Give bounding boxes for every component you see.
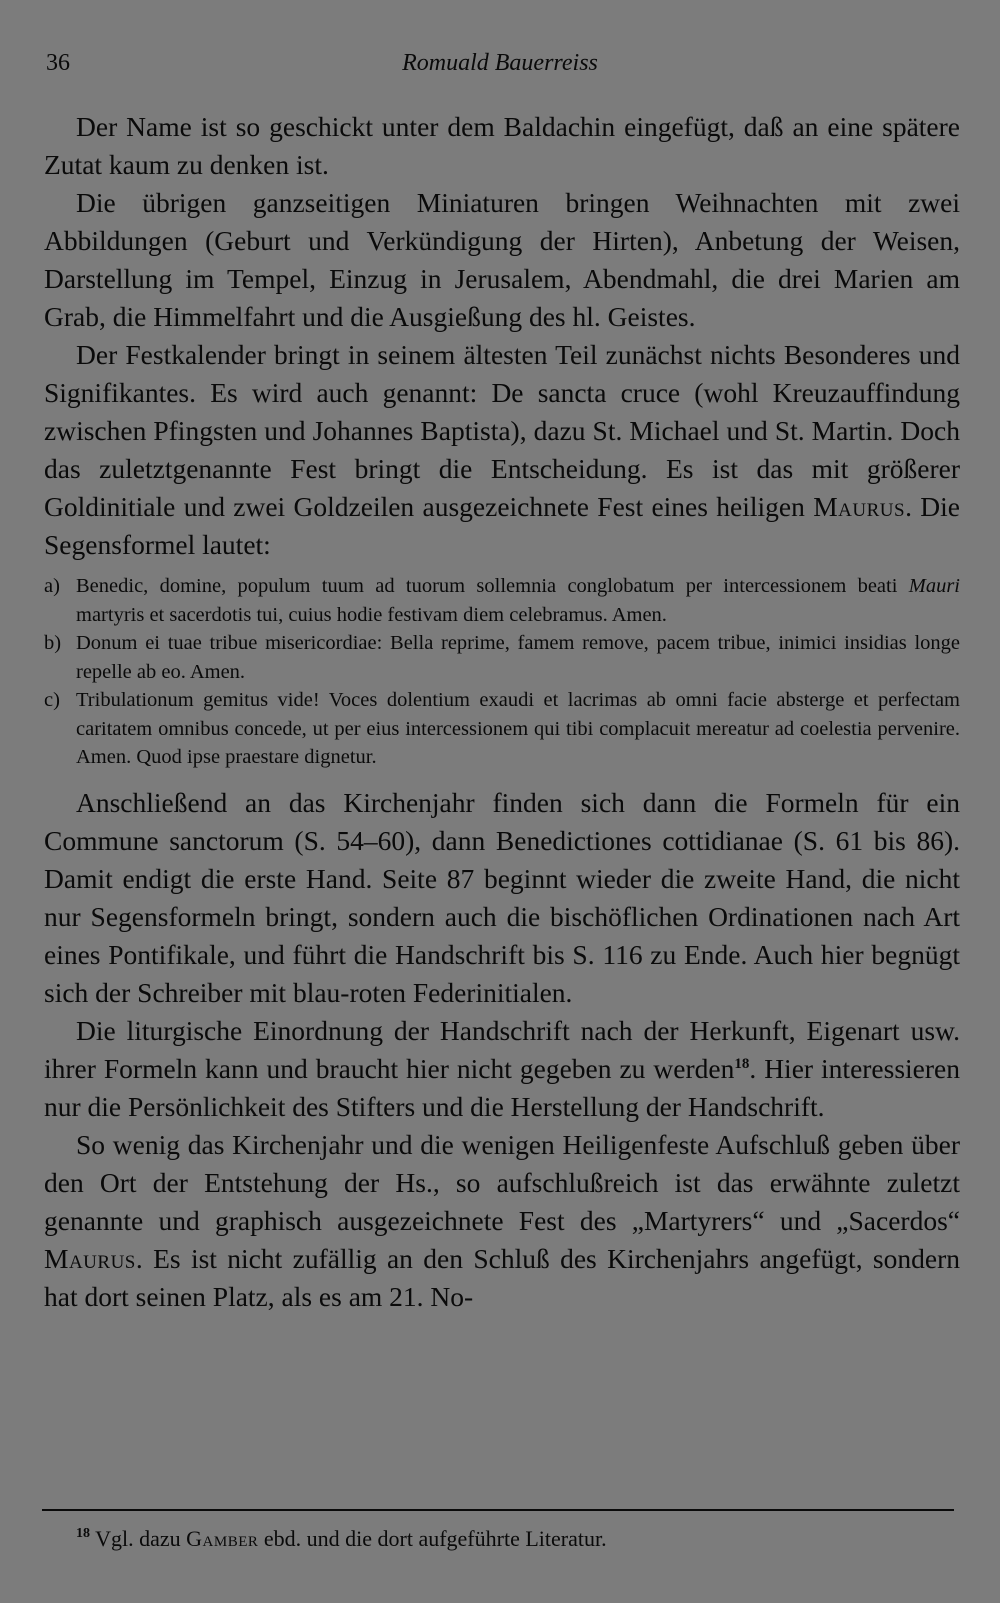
paragraph-3-text-end: . Die Segensformel lautet: [44,491,960,560]
formula-text: Tribulationum gemitus vide! Voces dolentium exaudi et lacrimas ab omni facie absterge et perfectam caritatem omnibus concede, ut per eius intercessionem qui tibi complacuit mereatur ad coelestia pervenire. Amen. Quod ipse praestare dignetur. [76,689,960,768]
footnote-text: Vgl. dazu [90,1526,187,1551]
running-title: Romuald Bauerreiss [402,50,598,76]
formula-a [44,572,960,629]
paragraph-2: Die übrigen ganzseitigen Miniaturen bringen Weihnachten mit zwei Abbildungen (Geburt und Verkündigung der Hirten), Anbetung der Weisen, Darstellung im Tempel, Einzug in Jerusalem, Abendmahl, die drei Marien am Grab, die Himmelfahrt und die Ausgießung des hl. Geistes. [44,187,960,332]
paragraph-3 [44,336,960,564]
blessing-formulas [44,572,960,772]
formula-a-text: Benedic, domine, populum tuum ad tuorum sollemnia conglobatum per intercessionem beati [76,575,909,597]
paragraph-4: Anschließend an das Kirchenjahr finden sich dann die Formeln für ein Commune sanctorum (S. 54–60), dann Benedictiones cottidianae (S. 61 bis 86). Damit endigt die erste Hand. Seite 87 beginnt wieder die zweite Hand, die nicht nur Segensformeln bringt, sondern auch die bischöflichen Ordinationen nach Art eines Pontifikale, und führt die Handschrift bis S. 116 zu Ende. Auch hier begnügt sich der Schreiber mit blau-roten Federinitialen. [44,786,960,1008]
paragraph-6 [44,1126,960,1316]
saint-name-smallcaps: Maurus [44,1242,136,1274]
body-text [44,108,960,1316]
formula-text [76,572,960,629]
footnote-text-end: ebd. und die dort aufgeführte Literatur. [258,1526,607,1551]
formula-a-italic-name: Mauri [908,575,960,597]
formula-label: a) [44,575,60,597]
formula-label: c) [44,689,60,711]
formula-b [44,629,960,686]
formula-a-text-end: martyris et sacerdotis tui, cuius hodie festivam diem celebramus. Amen. [76,603,667,626]
formula-label: b) [44,632,62,654]
paragraph-1: Der Name ist so geschickt unter dem Baldachin eingefügt, daß an eine spätere Zutat kaum zu denken ist. [44,111,960,180]
footnote [76,1524,936,1554]
paragraph-6-text: So wenig das Kirchenjahr und die wenigen Heiligenfeste Aufschluß geben über den Ort der Entstehung der Hs., so aufschlußreich ist das erwähnte zuletzt genannte und graphisch ausgezeichnete Fest des „Martyrers“ und „Sacerdos“ [44,1128,960,1236]
paragraph-5 [44,1012,960,1126]
footnote-author-smallcaps: Gamber [186,1526,259,1551]
formula-text: Donum ei tuae tribue misericordiae: Bella reprime, famem remove, pacem tribue, inimici insidias longe repelle ab eo. Amen. [76,632,960,683]
footnote-number: 18 [76,1526,90,1541]
saint-name-smallcaps: Maurus [813,491,906,522]
paragraph-3-text: Der Festkalender bringt in seinem ältesten Teil zunächst nichts Besonderes und Signifikantes. Es wird auch genannt: De sancta cruce (wohl Kreuzauffindung zwischen Pfingsten und Johannes Baptista), dazu St. Michael und St. Martin. Doch das zuletztgenannte Fest bringt die Entscheidung. Es ist das mit größerer Goldinitiale und zwei Goldzeilen ausgezeichnete Fest eines heiligen [44,339,960,522]
footnote-ref: 18 [734,1055,750,1072]
paragraph-5-text: Die liturgische Einordnung der Handschrift nach der Herkunft, Eigenart usw. ihrer Formeln kann und braucht hier nicht gegeben zu werden [44,1014,960,1084]
paragraph-6-text-end: . Es ist nicht zufällig an den Schluß des Kirchenjahrs angefügt, sondern hat dort seinen Platz, als es am 21. No- [44,1242,960,1312]
formula-c [44,686,960,772]
page-number: 36 [46,50,70,76]
paragraph-5-text-end: . Hier interessieren nur die Persönlichkeit des Stifters und die Herstellung der Handschrift. [44,1052,961,1122]
footnote-divider [42,1509,954,1511]
running-header [46,50,954,86]
